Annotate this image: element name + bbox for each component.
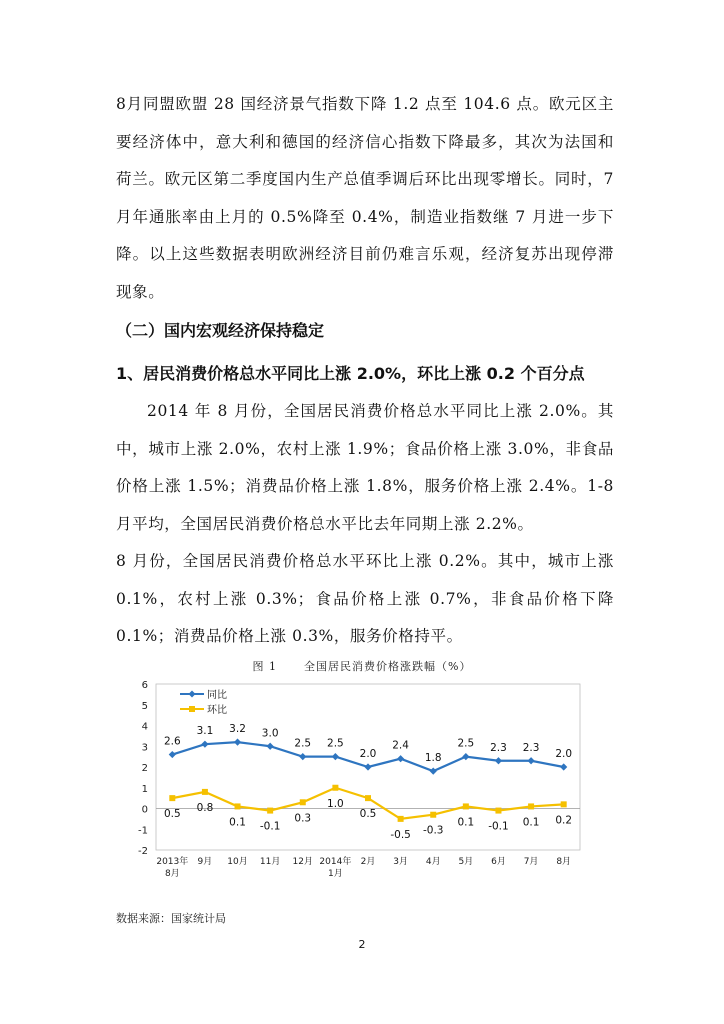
data-label: -0.5 <box>390 828 411 841</box>
x-tick-label: 4月 <box>425 857 441 867</box>
data-label: 2.6 <box>163 735 181 748</box>
x-tick-label: 2013年 <box>156 857 189 867</box>
data-point <box>332 753 339 760</box>
data-point <box>495 808 501 814</box>
data-label: 3.2 <box>229 723 246 736</box>
paragraph-eu-economy: 8月同盟欧盟 28 国经济景气指数下降 1.2 点至 104.6 点。欧元区主要经济体中，意大利和德国的经济信心指数下降最多，其次为法国和荷兰。欧元区第二季度国内生产总值季调后环比出现零增长。同时，7 月年通胀率由上月的 0.5%降至 0.4%，制造业指数继 7 月进一步下降。以上这些数据表明欧洲经济目前仍难言乐观，经济复苏出现停滞现象。 <box>116 95 614 301</box>
x-tick-label: 8月 <box>556 857 572 867</box>
data-label: -0.1 <box>488 820 509 833</box>
data-point <box>169 751 176 758</box>
data-label: -0.3 <box>422 824 444 837</box>
y-tick-label: 5 <box>141 700 148 712</box>
figure-title: 全国居民消费价格涨跌幅（%） <box>304 660 472 673</box>
data-point <box>561 801 567 807</box>
x-tick-label: 5月 <box>458 857 474 867</box>
x-tick-label: 2014年 <box>319 857 352 867</box>
section-heading: （二）国内宏观经济保持稳定 <box>116 321 325 340</box>
data-label: 1.0 <box>327 797 344 810</box>
data-label: 0.8 <box>196 801 214 814</box>
y-tick-label: 4 <box>141 721 148 733</box>
x-tick-label: 1月 <box>328 869 343 879</box>
data-label: 2.5 <box>327 737 344 750</box>
data-source: 数据来源：国家统计局 <box>116 912 226 925</box>
data-point <box>234 739 241 746</box>
data-point <box>560 763 567 770</box>
data-label: 0.5 <box>163 808 181 821</box>
subsection-heading: 1、居民消费价格总水平同比上涨 2.0%，环比上涨 0.2 个百分点 <box>116 364 585 383</box>
data-label: 2.4 <box>392 739 409 752</box>
data-point <box>495 757 502 764</box>
y-tick-label: 2 <box>141 763 148 774</box>
data-point <box>527 757 534 764</box>
cpi-line-chart <box>118 674 588 889</box>
data-label: 2.5 <box>457 737 475 750</box>
data-point <box>397 755 404 762</box>
y-tick-label: 3 <box>141 742 148 754</box>
paragraph-cpi-mom: 8 月份，全国居民消费价格总水平环比上涨 0.2%。其中，城市上涨 0.1%，农村上涨 0.3%；食品价格上涨 0.7%，非食品价格下降 0.1%；消费品价格上涨 0.3%，服务价格持平。 <box>116 552 614 645</box>
x-tick-label: 7月 <box>523 857 539 867</box>
data-point <box>364 763 371 770</box>
data-point <box>299 753 306 760</box>
data-point <box>202 789 208 795</box>
data-label: 2.3 <box>490 741 507 754</box>
data-label: 3.0 <box>261 727 279 740</box>
x-tick-label: 2月 <box>360 857 376 867</box>
paragraph-cpi-yoy: 2014 年 8 月份，全国居民消费价格总水平同比上涨 2.0%。其中，城市上涨 2.0%，农村上涨 1.9%；食品价格上涨 3.0%，非食品价格上涨 1.5%；消费品价格上涨 1.8%，服务价格上涨 2.4%。1-8 月平均，全国居民消费价格总水平比去年同期上涨 2.2%。 <box>116 402 614 533</box>
data-point <box>300 799 306 805</box>
y-tick-label: -2 <box>138 846 148 857</box>
data-label: 0.3 <box>294 812 312 825</box>
data-point <box>463 803 469 809</box>
x-tick-label: 3月 <box>393 857 408 867</box>
data-point <box>398 816 404 822</box>
legend-label: 环比 <box>207 705 227 716</box>
x-tick-label: 12月 <box>292 857 313 867</box>
data-point <box>365 795 371 801</box>
data-label: 0.5 <box>359 808 377 821</box>
data-point <box>430 768 437 775</box>
x-tick-label: 8月 <box>164 869 180 879</box>
data-label: 2.0 <box>359 748 377 760</box>
data-point <box>528 803 534 809</box>
data-point <box>430 812 436 818</box>
data-label: 0.1 <box>522 816 540 829</box>
data-point <box>267 808 273 814</box>
x-tick-label: 10月 <box>227 857 248 867</box>
y-tick-label: 1 <box>141 783 148 795</box>
legend-label: 同比 <box>207 690 227 701</box>
data-label: 2.3 <box>522 741 540 754</box>
data-label: 0.1 <box>457 816 475 829</box>
x-tick-label: 6月 <box>491 857 506 867</box>
figure-caption <box>0 658 724 674</box>
y-tick-label: 6 <box>141 680 148 691</box>
x-tick-label: 9月 <box>197 857 213 867</box>
page-number: 2 <box>358 938 366 951</box>
figure-number: 图 1 <box>252 660 278 673</box>
data-point <box>332 785 338 791</box>
data-label: 2.5 <box>294 737 312 750</box>
data-label: 0.2 <box>555 814 573 827</box>
data-point <box>462 753 469 760</box>
legend-marker <box>189 706 195 712</box>
y-tick-label: -1 <box>138 825 148 837</box>
data-point <box>235 803 241 809</box>
x-tick-label: 11月 <box>259 857 281 867</box>
y-tick-label: 0 <box>141 804 148 816</box>
data-label: 3.1 <box>196 725 214 738</box>
data-point <box>201 741 208 748</box>
data-label: 2.0 <box>555 748 573 760</box>
legend-marker <box>189 691 196 698</box>
data-label: 1.8 <box>424 752 442 765</box>
data-point <box>267 743 274 750</box>
data-point <box>169 795 175 801</box>
data-label: -0.1 <box>259 820 281 833</box>
data-label: 0.1 <box>229 816 246 829</box>
